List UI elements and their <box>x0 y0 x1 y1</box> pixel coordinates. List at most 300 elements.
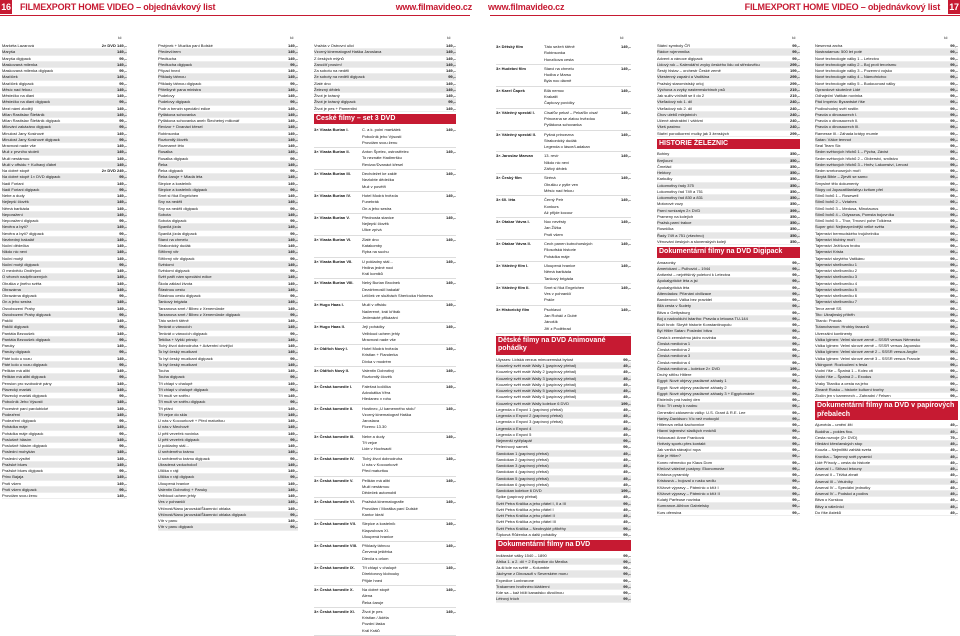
item-price: 149,– <box>116 286 127 292</box>
set-item[interactable] <box>314 236 456 258</box>
set-title-line: Nebý Burian Brodnek <box>362 280 401 286</box>
item-title: Hitlerova velká šachovnice <box>657 422 705 427</box>
item-title: O věcech nadpřirozených <box>2 274 48 280</box>
kc-col6: kč <box>944 36 948 40</box>
item-title: Pantáta Bezoušek <box>2 330 35 336</box>
item-price: 99,– <box>119 418 127 423</box>
set-label: 3× Česká komedie III. <box>314 433 355 439</box>
set-item[interactable] <box>314 477 456 499</box>
item-title: U nás v Kocourkově + Před maturitou <box>158 418 225 423</box>
item-title: Maryša <box>2 49 16 55</box>
set-price: 149,– <box>445 543 456 549</box>
item-title: Válka Iglmen: Velmi skrové země 2 – SSSR versus Anglie <box>815 349 918 355</box>
item-price: 99,– <box>119 443 127 448</box>
set-label: 3× Česká komedie X. <box>314 586 354 592</box>
kc-col2: kč <box>290 36 294 40</box>
item-price: 99,– <box>950 68 958 73</box>
set-title-line: Vzorný kinematograf Haška <box>362 411 412 417</box>
item-price: 149,– <box>287 405 298 411</box>
item-title: Z českých mlýnů <box>314 55 344 61</box>
set-label: 3× Válečný speciál I. <box>496 109 535 115</box>
set-title-line: Císařův pekař – Pekařův císař <box>544 109 598 115</box>
item-title: Maskovaná milenka digipack <box>2 68 54 73</box>
item-price: 99,– <box>792 322 800 327</box>
item-title: Banderovci: Válka bez pravidel <box>657 297 712 302</box>
item-price: 99,– <box>950 43 958 48</box>
set-titles <box>362 565 438 584</box>
left-page-number: 16 <box>0 0 12 14</box>
item-price: 99,– <box>950 49 958 55</box>
item-price: 99,– <box>792 409 800 415</box>
set-title-line: Tři vejce <box>362 440 378 446</box>
item-title: Sny na neděli <box>158 199 183 205</box>
item-title: Expedice Lonbrarone <box>496 577 535 583</box>
item-price: 99,– <box>623 438 631 444</box>
item-price: 149,– <box>287 280 298 286</box>
item-price: 240,– <box>789 124 800 130</box>
item-price: 350,– <box>789 232 800 238</box>
item-price: 149,– <box>287 324 298 330</box>
item-price: 49,– <box>950 497 958 503</box>
item-title: Nejlepší člověk <box>2 199 29 205</box>
item-title: Za sobotu na neděli <box>314 68 350 73</box>
list-item[interactable] <box>158 524 298 530</box>
item-price: 99,– <box>950 361 958 367</box>
item-price: 99,– <box>792 49 800 55</box>
item-price: 149,– <box>287 249 298 255</box>
item-price: 99,– <box>950 205 958 211</box>
item-title: Fido: Tři cesty k nadnu <box>657 403 698 409</box>
item-title: Tichý život dobrodruha + Adventní chvějící <box>158 343 234 348</box>
item-price: 99,– <box>290 455 298 461</box>
set-price: 149,– <box>620 284 631 290</box>
item-price: 49,– <box>623 450 631 456</box>
set-item[interactable] <box>496 87 631 109</box>
item-price: 350,– <box>789 182 800 188</box>
item-title: Poslušně hlásím digipack <box>2 443 48 448</box>
item-title: Tajemství shelburníku 7 <box>815 299 858 305</box>
item-title: Boj o nadvolduhí Istariho: Pravda o letouna TU-144 <box>657 315 748 321</box>
list-item[interactable] <box>496 596 631 602</box>
item-price: 99,– <box>950 280 958 286</box>
set-item[interactable] <box>314 367 456 383</box>
set-item[interactable] <box>314 279 456 301</box>
set-item[interactable] <box>314 126 456 148</box>
item-title: Arsenal IV – Podskci a podívs <box>815 491 869 496</box>
set-item[interactable] <box>314 433 456 455</box>
set-label: 3× Česká komedie VII. <box>314 521 356 527</box>
item-price: 99,– <box>950 124 958 130</box>
set-label: 3× Válečný film I. <box>496 262 529 268</box>
item-price: 149,– <box>116 386 127 392</box>
item-title: Tajemství shelburníku 1 <box>815 261 858 267</box>
set-item[interactable] <box>314 345 456 367</box>
item-title: Buddha – pokles fixu. <box>815 428 854 434</box>
set-title-line: Pozdní láska <box>362 621 385 627</box>
item-title: Válka Iglmen: Velmi skrové země – SSSR versus Japonsko <box>815 343 921 348</box>
set-item[interactable] <box>496 43 631 65</box>
item-price: 99,– <box>792 55 800 61</box>
set-price: 149,– <box>445 521 456 527</box>
item-price: 99,– <box>950 136 958 142</box>
item-price: 99,– <box>119 118 127 123</box>
item-title: Život je pes + Pamentiní <box>314 105 358 111</box>
item-title: Stínů bohů 5 – Thor, Trnovní pohe Tolkiena <box>815 218 892 223</box>
item-price: 99,– <box>950 386 958 392</box>
right-page-url[interactable]: www.filmavideo.cz <box>488 1 565 12</box>
item-title: Šestý hlstav – orchestr České země <box>657 68 721 73</box>
item-price: 49,– <box>950 459 958 465</box>
item-title: Tajemství Ježíšova hrobu <box>815 243 861 248</box>
item-title: Tajemství hlubiny moří <box>815 236 855 242</box>
set-title-line: Nejlepší člověk <box>362 221 389 227</box>
item-price: 149,– <box>116 355 127 361</box>
item-price: 99,– <box>950 286 958 292</box>
item-title: Neporažení <box>2 211 23 217</box>
item-price: 149,– <box>116 343 127 348</box>
item-title: Mazlíček digipack <box>2 80 34 86</box>
item-price: 99,– <box>623 590 631 596</box>
item-title: Kouzelný svět malé Wally kolekce 6 DVD <box>496 400 569 406</box>
set-title-line: Velbloud uchem jehly <box>362 330 400 336</box>
item-title: Pražské blues <box>2 461 28 467</box>
set-price: 149,– <box>620 131 631 137</box>
item-price: 350,– <box>789 188 800 194</box>
item-title: Opravdové skutečné Lidé <box>815 86 861 92</box>
set-title-line: Jánošík <box>544 319 558 325</box>
item-price: 99,– <box>792 284 800 290</box>
item-title: Pražsk.parní trakce <box>657 220 692 225</box>
item-price: 99,– <box>950 180 958 186</box>
item-price: 149,– <box>287 411 298 417</box>
list-item[interactable] <box>314 106 456 112</box>
item-price: 99,– <box>950 199 958 205</box>
item-price: 149,– <box>287 443 298 448</box>
item-title: Zancčiť prosím! <box>314 61 342 67</box>
item-title: Pád Impéria: Byzantské říše <box>815 99 866 105</box>
item-title: Zločin jen v kamenech – Zahradní / Felsen <box>815 393 891 398</box>
item-price: 149,– <box>445 55 456 61</box>
item-price: 99,– <box>792 503 800 509</box>
set-title-line: Noc nevěsty <box>544 219 567 225</box>
item-price: 149,– <box>116 424 127 430</box>
item-price: 149,– <box>116 249 127 255</box>
item-price: 49,– <box>623 469 631 475</box>
item-title: Šípková Růženka a další pohádky <box>496 531 557 537</box>
item-title: Sandokan 1 (papírový přebal) <box>496 450 549 456</box>
item-title: Arsenal IV – Speciální jednotky <box>815 484 871 490</box>
item-price: 99,– <box>792 297 800 302</box>
item-price: 99,– <box>792 378 800 384</box>
list-item[interactable] <box>815 510 958 516</box>
item-title: Osvobození Prahy digipack <box>2 311 51 317</box>
item-price: 149,– <box>116 380 127 386</box>
item-title: Zbraně Rusku – historie kulturní tvorby <box>815 386 884 392</box>
set-label: 3× Otakar Vávra II. <box>496 241 531 247</box>
set-price: 149,– <box>620 175 631 181</box>
item-price: 99,– <box>950 305 958 311</box>
set-title-line: Jiří z Poděbrad <box>544 325 571 331</box>
item-price: 149,– <box>287 74 298 80</box>
item-title: Poslední výstřel <box>2 455 31 461</box>
set-title-line: Král Králů <box>362 627 380 633</box>
item-title: Tajemství skrytého Vatikánu <box>815 255 865 261</box>
item-price: 240,– <box>789 99 800 105</box>
set-item[interactable] <box>314 608 456 636</box>
item-price: 99,– <box>119 324 127 330</box>
set-label: 3× Český film <box>496 175 522 181</box>
set-title-line: Obušku z pytle ven <box>544 181 579 187</box>
item-title: Stínů bohů 2 – Vztahes <box>815 199 857 205</box>
item-title: Obuška z jiného světa <box>2 280 42 286</box>
item-price: 219,– <box>789 86 800 92</box>
item-title: Robinsonka <box>158 130 180 136</box>
set-titles <box>362 215 438 234</box>
item-price: 99,– <box>792 478 800 484</box>
set-item[interactable] <box>314 542 456 564</box>
item-title: Tři chlapi v chalupě digipack <box>158 386 209 392</box>
set-title-line: Jedenácté přikázání <box>362 314 398 320</box>
set-price: 149,– <box>445 477 456 483</box>
item-title: Arsenal II – Těžká zbraň <box>815 472 859 478</box>
item-title: Smrt si říká Engelchen <box>158 193 199 198</box>
item-title: Prstýnek + Muzika paní Bolské <box>158 43 213 48</box>
item-price: 99,– <box>950 161 958 167</box>
set-titles <box>362 456 438 475</box>
item-price: 99,– <box>792 403 800 409</box>
item-price: 99,– <box>792 347 800 352</box>
set-item[interactable] <box>496 240 631 262</box>
set-item[interactable] <box>496 152 631 174</box>
set-label: 3× 60. léta <box>496 197 516 203</box>
item-price: 149,– <box>287 461 298 467</box>
set-price: 149,– <box>620 306 631 312</box>
item-title: Svědomí digipack <box>158 268 190 273</box>
set-titles <box>362 587 438 606</box>
set-titles <box>362 609 438 634</box>
set-label: 3× Hugo Haas I. <box>314 302 344 308</box>
item-price: 49,– <box>623 369 631 375</box>
item-title: Stařeí porodkorení mulky jak 3 ženských <box>657 130 730 136</box>
item-price: 199,– <box>620 400 631 406</box>
set-item[interactable] <box>314 405 456 433</box>
set-item[interactable] <box>314 498 456 520</box>
item-title: Obrazárna <box>2 286 21 292</box>
item-title: Pravda o dinosaurech III. <box>815 124 860 130</box>
item-price: 49,– <box>950 484 958 490</box>
list-item[interactable] <box>815 393 958 399</box>
set-title-line: Pražská kinematografie <box>362 499 404 505</box>
item-price: 99,– <box>792 434 800 440</box>
set-title-line: Tankový brigáda <box>544 275 574 281</box>
set-item[interactable] <box>314 170 456 192</box>
item-price: 149,– <box>287 180 298 186</box>
set-title-line: Krakatit <box>544 94 558 100</box>
item-price: 149,– <box>287 286 298 292</box>
set-title-line: Přijde hned <box>362 577 383 583</box>
item-title: U nás v Mechově <box>158 424 189 430</box>
set-titles <box>544 110 613 129</box>
item-price: 99,– <box>119 55 127 61</box>
set-item[interactable] <box>496 131 631 153</box>
set-title-line: Dechdežet ke zaklé <box>362 171 397 177</box>
set-item[interactable] <box>314 323 456 345</box>
item-title: Svět patří nám speciální edice <box>158 274 212 280</box>
section-title: Dokumentární filmy na DVD Digipack <box>657 247 800 258</box>
item-title: Jak suživ vírčistit se il do 2 <box>657 93 705 98</box>
set-title-line: Nezlobte dědečka <box>362 177 395 183</box>
set-title-line: Princezna se zlatou hvězdou <box>544 115 596 121</box>
item-price: 149,– <box>287 368 298 373</box>
item-title: Kouzelný svět malé Wally 2 (papírový přebal) <box>496 369 577 375</box>
item-price: 149,– <box>287 224 298 230</box>
item-price: 49,– <box>623 413 631 419</box>
set-item[interactable] <box>314 148 456 170</box>
item-title: Provdám svou ženu <box>2 493 38 498</box>
item-title: Brejlouni <box>657 157 673 163</box>
kc-col3: kč <box>447 36 451 40</box>
item-price: 149,– <box>287 505 298 511</box>
item-title: Vraky Titaniku a cesta na jeho <box>815 380 869 386</box>
item-price: 99,– <box>290 186 298 192</box>
item-title: Kouzelný svět malé Wally 4 (papírový přebal) <box>496 381 577 387</box>
item-price: 99,– <box>950 149 958 155</box>
item-price: 99,– <box>950 155 958 161</box>
item-price: 149,– <box>116 49 127 55</box>
item-title: Kronika – Tajemný svět pyramid <box>815 453 872 459</box>
left-page-url[interactable]: www.filmavideo.cz <box>395 1 472 12</box>
set-item[interactable] <box>496 65 631 87</box>
item-title: Generální zálosemíc války: U.S. Grant & R.E. Lee <box>657 409 746 415</box>
set-title-line: Dědeček automobil <box>362 490 397 496</box>
set-item[interactable] <box>314 520 456 542</box>
item-title: Holocaust: Anne Franková <box>657 434 704 440</box>
list-item[interactable] <box>657 131 800 137</box>
set-item[interactable] <box>314 383 456 405</box>
item-price: 99,– <box>448 74 456 80</box>
item-title: Sandokan 5 (papírový přebal) <box>496 475 549 481</box>
item-title: Šťastnou cestu <box>158 286 185 292</box>
item-title: Sobota <box>158 211 171 217</box>
set-item[interactable] <box>314 192 456 214</box>
item-price: 99,– <box>950 130 958 136</box>
item-price: 99,– <box>623 531 631 537</box>
item-title: Stínů bohů 4 – Odysseus, Pomsta bojovníka <box>815 211 894 217</box>
set-title-line: Jaroslava <box>362 418 380 424</box>
set-label: 3× Dětský film <box>496 44 524 49</box>
set-title-line: On a jeho sestra <box>362 205 392 211</box>
set-item[interactable] <box>314 214 456 236</box>
item-title: Vikingové: Rozloučení s fesla <box>815 361 868 367</box>
set-titles <box>362 521 438 540</box>
item-price: 99,– <box>950 318 958 323</box>
set-titles <box>544 263 613 282</box>
kc-col4: kč <box>620 36 624 40</box>
item-price: 99,– <box>950 368 958 373</box>
set-item[interactable] <box>496 262 631 284</box>
set-price: 149,– <box>620 219 631 225</box>
item-price: 49,– <box>623 419 631 425</box>
set-title-line: Dívka v modrém <box>362 358 392 364</box>
item-title: Noční motýl digipack <box>2 261 39 267</box>
column-4 <box>496 43 631 603</box>
item-price: 350,– <box>789 163 800 169</box>
item-price: 149,– <box>445 80 456 86</box>
item-price: 149,– <box>287 274 298 280</box>
item-price: 149,– <box>287 105 298 111</box>
item-title: Kouzelný svět malé Wally 5 (papírový přebal) <box>496 388 577 394</box>
set-titles <box>544 285 613 304</box>
item-price: 350,– <box>789 157 800 163</box>
set-item[interactable] <box>496 218 631 240</box>
list-item[interactable] <box>496 532 631 538</box>
item-price: 49,– <box>623 381 631 387</box>
item-title: U pěti veveřek digipack <box>158 436 200 442</box>
set-item[interactable] <box>496 174 631 196</box>
list-item[interactable] <box>2 493 127 499</box>
set-item[interactable] <box>314 564 456 586</box>
right-page-number: 17 <box>948 0 960 14</box>
item-title: Pelikán má alibi digipack <box>2 374 46 380</box>
set-item[interactable] <box>496 284 631 306</box>
item-title: Neporažení digipack <box>2 218 39 223</box>
set-item[interactable] <box>496 306 631 334</box>
set-label: 3× Historický film <box>496 306 530 312</box>
set-title-line: Černý Petr <box>544 197 564 203</box>
set-price: 149,– <box>445 192 456 198</box>
set-price: 149,– <box>445 214 456 220</box>
set-title-line: Dezdrbmoslíl bakalář <box>362 286 400 292</box>
set-price: 149,– <box>620 109 631 115</box>
list-item[interactable] <box>657 510 800 516</box>
item-price: 99,– <box>290 230 298 236</box>
item-title: Odhaječní Vatikán novinka <box>815 93 863 98</box>
item-price: 49,– <box>950 478 958 484</box>
set-title-line: Ulice zpívá <box>362 227 382 233</box>
set-item[interactable] <box>314 586 456 608</box>
set-item[interactable] <box>314 258 456 280</box>
item-title: Mazlíček <box>2 74 18 80</box>
item-title: Motorové vozy <box>657 201 684 207</box>
item-title: Ze soboty na neděli digipack <box>314 74 365 80</box>
item-price: 149,– <box>116 180 127 186</box>
item-price: 99,– <box>792 309 800 315</box>
list-item[interactable] <box>657 239 800 245</box>
item-price: 149,– <box>116 299 127 305</box>
item-title: Všeľadový rok 1. díl <box>657 99 693 105</box>
set-title-line: Před maturitou <box>362 468 389 474</box>
item-title: Svět Petra Králíka a jeho přátel I, II a III <box>496 500 566 506</box>
set-item[interactable] <box>496 196 631 218</box>
set-item[interactable] <box>314 455 456 477</box>
item-price: 49,– <box>623 431 631 437</box>
item-price: 49,– <box>623 506 631 512</box>
set-item[interactable] <box>496 109 631 131</box>
set-item[interactable] <box>314 301 456 323</box>
set-title-line: Až přijde kocour <box>544 209 573 215</box>
item-price: 99,– <box>792 459 800 465</box>
item-price: 149,– <box>116 305 127 311</box>
set-title-line: Valentin Dobrotivý <box>362 368 395 374</box>
item-price: 149,– <box>287 236 298 242</box>
item-title: Tetička + Vyšší princip <box>158 336 198 342</box>
item-price: 99,– <box>792 43 800 48</box>
item-title: Nové technologie války 3 – Pozemní vojsko <box>815 68 893 73</box>
item-title: Pytlákova schovanka aneb Šlechetný milionář <box>158 118 240 123</box>
item-price: 149,– <box>287 211 298 217</box>
item-title: Sedm smrtonosných moří <box>815 168 861 173</box>
item-price: 149,– <box>116 255 127 261</box>
